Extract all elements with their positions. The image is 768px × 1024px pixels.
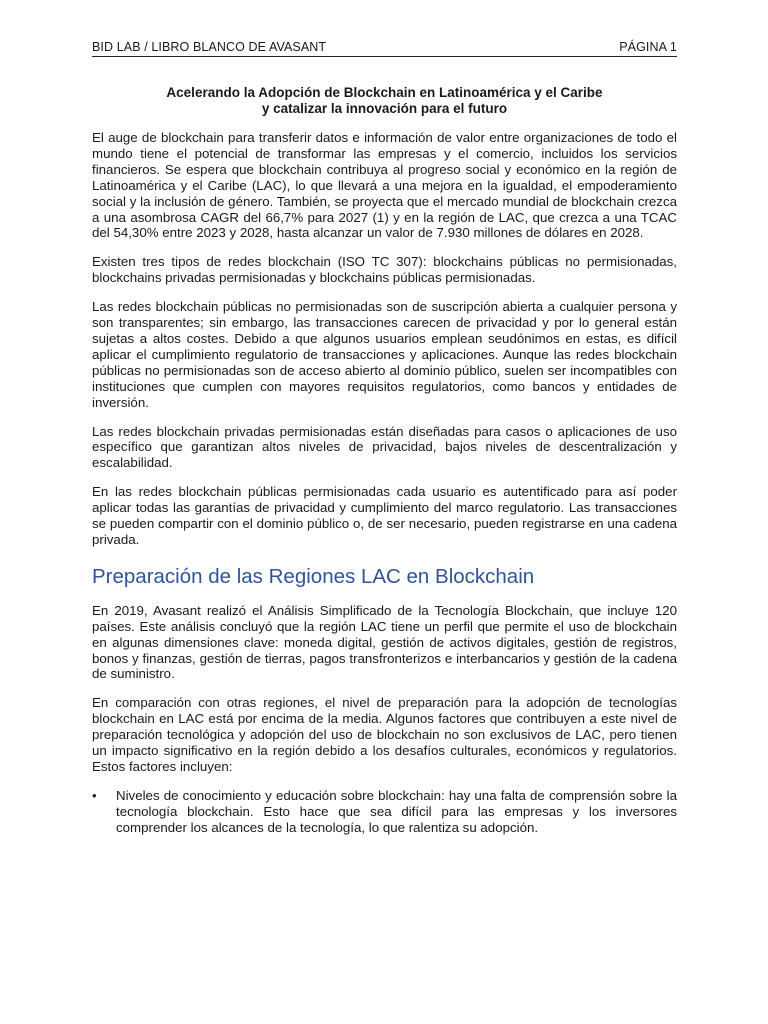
- header-page-number: PÁGINA 1: [619, 40, 677, 54]
- section-paragraph-2: En comparación con otras regiones, el nivel de preparación para la adopción de tecnologías blockchain en LAC está por encima de la media. Algunos factores que contribuyen a este nivel de preparación tecnológica y adopción del uso de blockchain no son exclusivos de LAC, pero tienen un impacto significativo en la región debido a los desafíos culturales, económicos y regulatorios. Estos factores incluyen:: [92, 695, 677, 774]
- document-title: [92, 85, 677, 117]
- page-header: [92, 40, 677, 57]
- list-item: [92, 788, 677, 836]
- intro-paragraph-2: Existen tres tipos de redes blockchain (ISO TC 307): blockchains públicas no permisionadas, blockchains privadas permisionadas y blockchains públicas permisionadas.: [92, 254, 677, 286]
- title-line-2: y catalizar la innovación para el futuro: [261, 101, 508, 116]
- intro-paragraph-5: En las redes blockchain públicas permisionadas cada usuario es autentificado para así poder aplicar todas las garantías de privacidad y cumplimiento del marco regulatorio. Las transacciones se pueden compartir con el dominio público o, de ser necesario, pueden registrarse en una cadena privada.: [92, 484, 677, 547]
- intro-paragraph-1: El auge de blockchain para transferir datos e información de valor entre organizaciones de todo el mundo tiene el potencial de transformar las empresas y el comercio, incluidos los servicios financieros. Se espera que blockchain contribuya al progreso social y económico en la región de Latinoamérica y el Caribe (LAC), lo que llevará a una mejora en la igualdad, el empoderamiento social y la inclusión de género. También, se proyecta que el mercado mundial de blockchain crezca a una asombrosa CAGR del 66,7% para 2027 (1) y en la región de LAC, que crezca a una TCAC del 54,30% entre 2023 y 2028, hasta alcanzar un valor de 7.930 millones de dólares en 2028.: [92, 130, 677, 241]
- list-item-text: Niveles de conocimiento y educación sobre blockchain: hay una falta de comprensión sobre la tecnología blockchain. Esto hace que sea difícil para las empresas y los inversores comprender los alcances de la tecnología, lo que ralentiza su adopción.: [116, 787, 677, 835]
- section-paragraph-1: En 2019, Avasant realizó el Análisis Simplificado de la Tecnología Blockchain, que incluye 120 países. Este análisis concluyó que la región LAC tiene un perfil que permite el uso de blockchain en algunas dimensiones clave: moneda digital, gestión de activos digitales, gestión de registros, bonos y finanzas, gestión de tierras, pagos transfronterizos e interbancarios y gestión de la cadena de suministro.: [92, 602, 677, 682]
- intro-paragraph-3: Las redes blockchain públicas no permisionadas son de suscripción abierta a cualquier persona y son transparentes; sin embargo, las transacciones carecen de privacidad y por lo general están sujetas a altos costes. Debido a que algunos usuarios emplean seudónimos en estas, es difícil aplicar el cumplimiento regulatorio de transacciones y aplicaciones. Aunque las redes blockchain públicas no permisionadas son de acceso abierto al dominio público, suelen ser incompatibles con instituciones que cumplen con mayores requisitos regulatorios, como bancos y entidades de inversión.: [92, 299, 677, 410]
- bullet-icon: •: [92, 787, 97, 803]
- section-heading: Preparación de las Regiones LAC en Blockchain: [92, 564, 535, 588]
- title-line-1: Acelerando la Adopción de Blockchain en Latinoamérica y el Caribe: [166, 85, 603, 100]
- factor-list: [92, 788, 677, 836]
- intro-paragraph-4: Las redes blockchain privadas permisionadas están diseñadas para casos o aplicaciones de uso específico que garantizan altos niveles de privacidad, bajos niveles de descentralización y escalabilidad.: [92, 423, 677, 471]
- document-page: [92, 40, 677, 836]
- header-document-label: BID LAB / LIBRO BLANCO DE AVASANT: [92, 40, 327, 54]
